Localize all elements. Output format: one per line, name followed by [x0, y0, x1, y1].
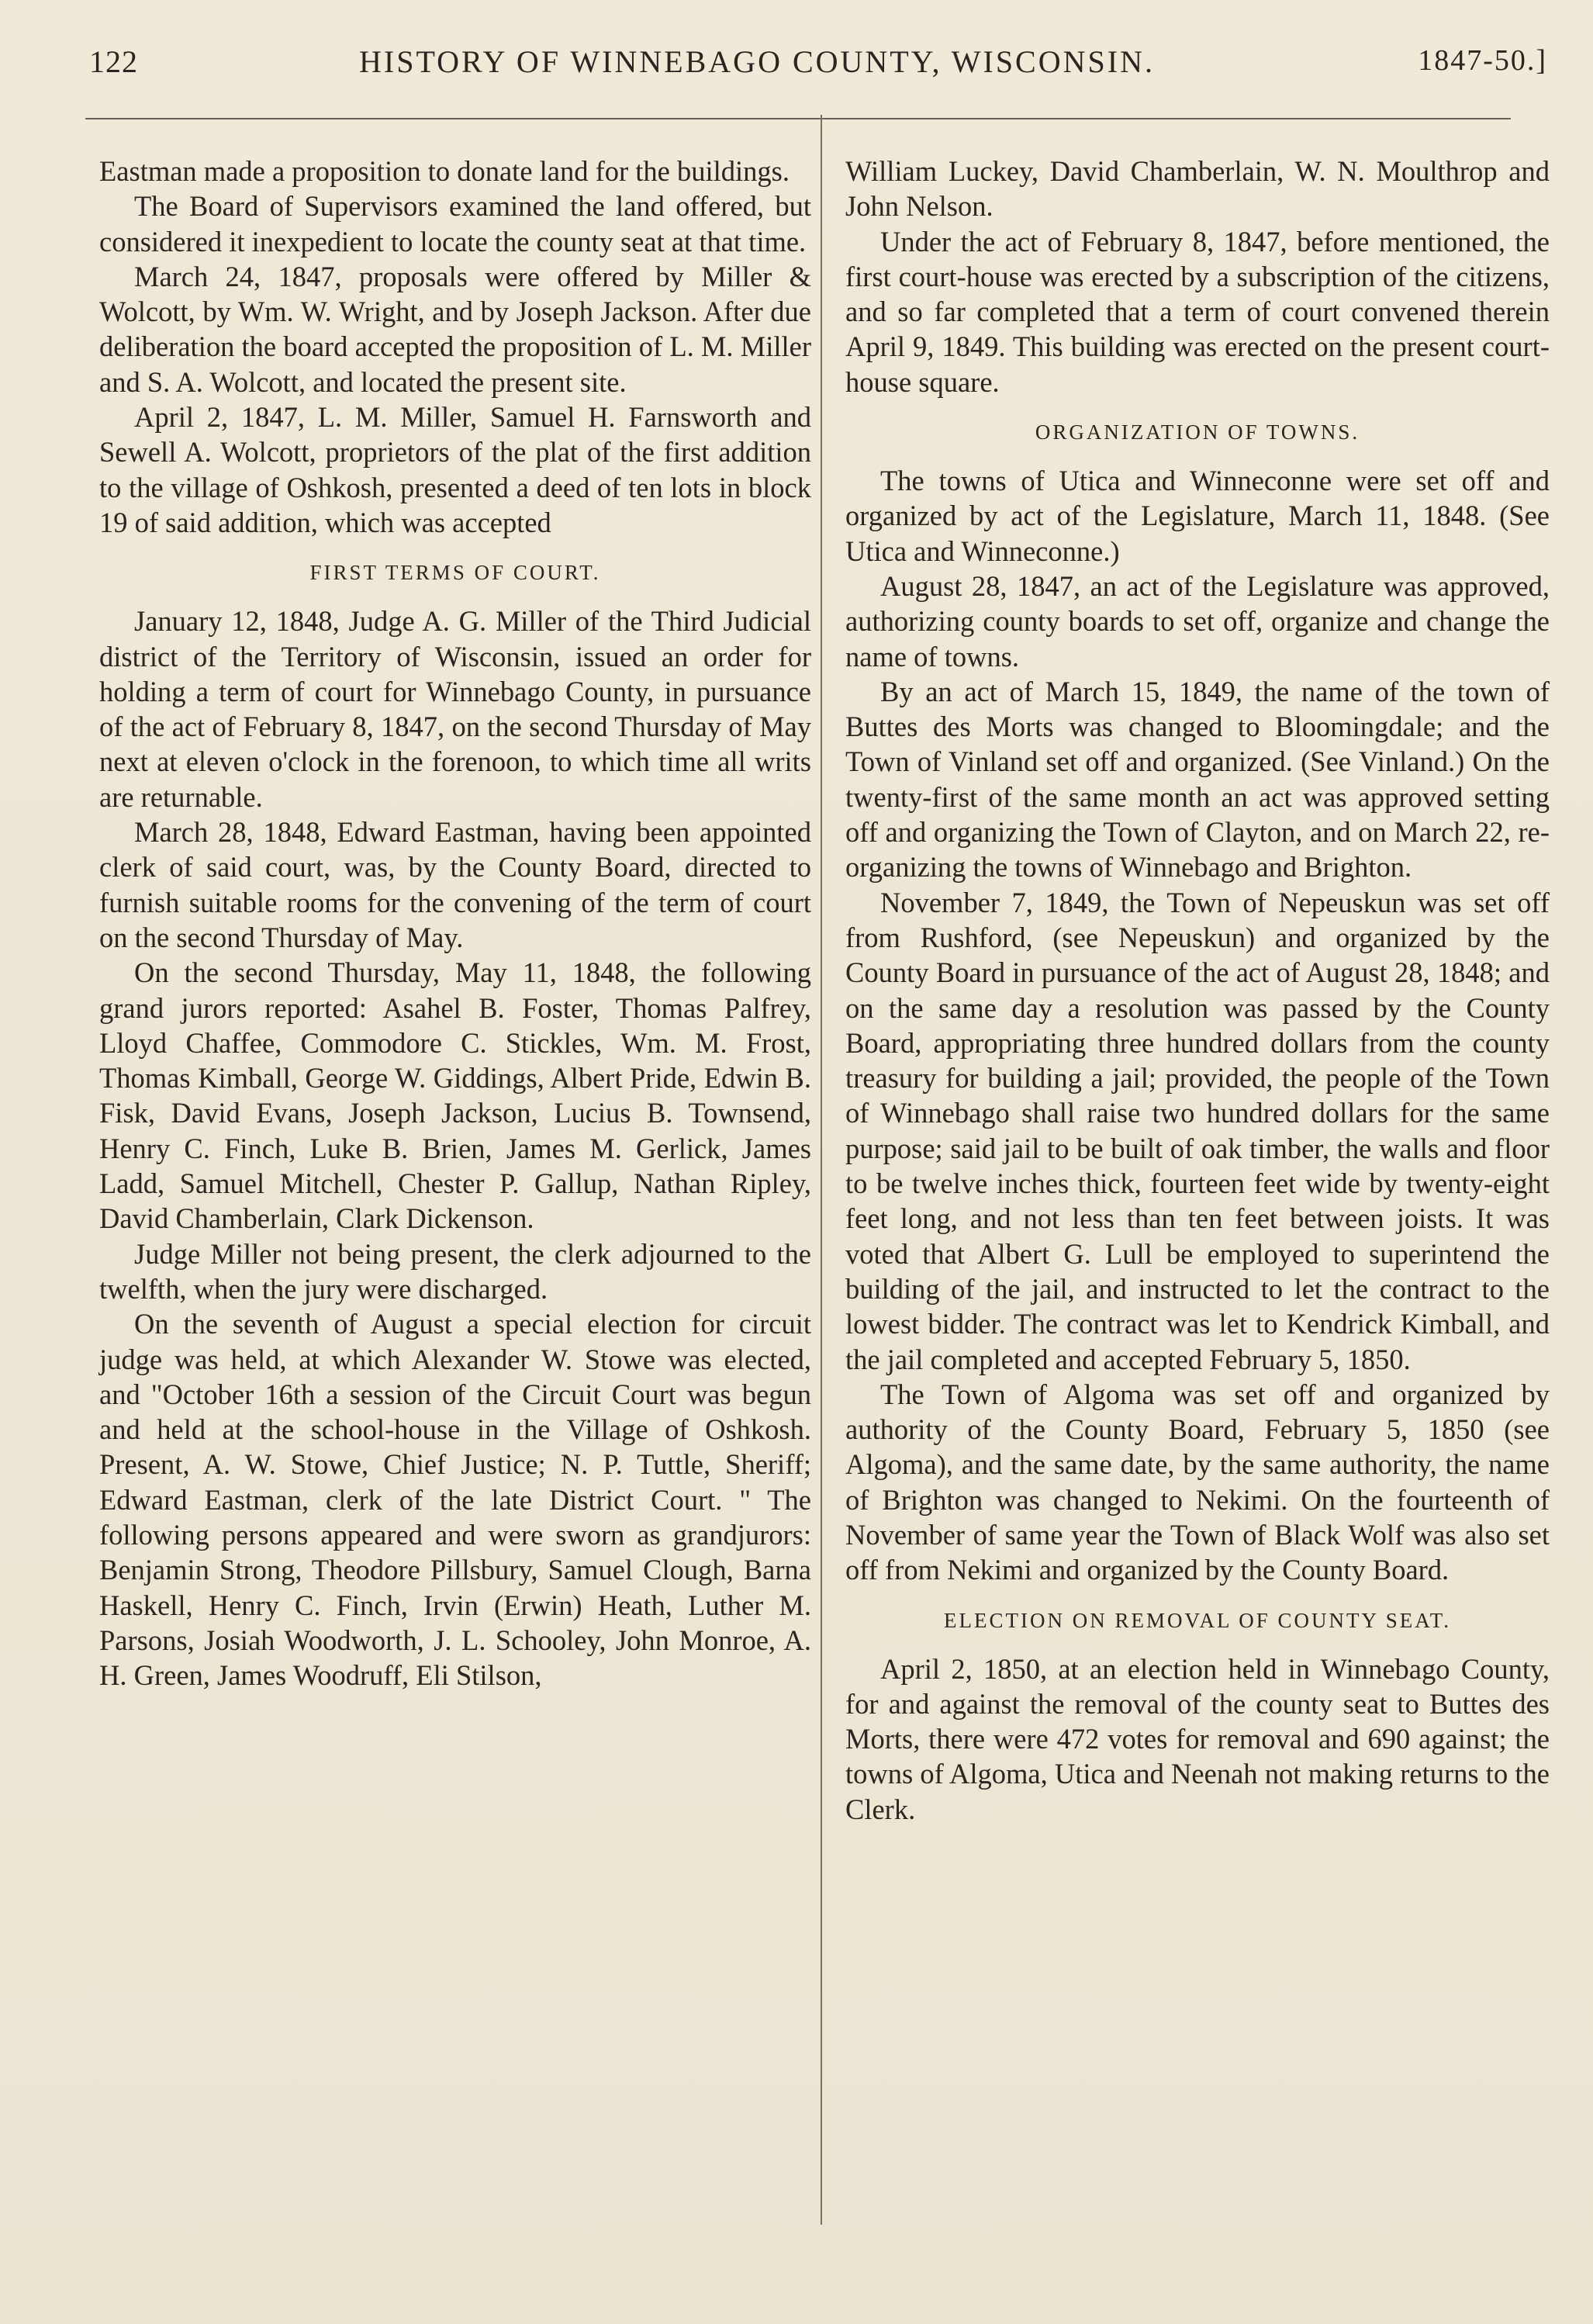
column-divider	[821, 115, 822, 2225]
paragraph: March 24, 1847, proposals were offered by Miller & Wolcott, by Wm. W. Wright, and by Joseph Jackson. After due deliberation the board accepted the proposition of L. M. Miller and S. A. Wolcott, and located the present site.	[99, 260, 811, 398]
paragraph: The towns of Utica and Winneconne were set off and organized by act of the Legislature, March 11, 1848. (See Utica and Winneconne.)	[845, 465, 1550, 567]
paragraph: Under the act of February 8, 1847, before mentioned, the first court-house was erected by a subscription of the citizens, and so far completed that a term of court convened therein April 9, 1849. This building was erected on the present court-house square.	[845, 225, 1550, 398]
running-title: HISTORY OF WINNEBAGO COUNTY, WISCONSIN.	[359, 44, 1155, 79]
paragraph: Eastman made a proposition to donate land for the buildings.	[99, 155, 790, 187]
paragraph: The Town of Algoma was set off and organized by authority of the County Board, February 5, 1850 (see Algoma), and the same date, by the same authority, the name of Brighton was changed to Nekimi. On the fourteenth of November of same year the Town of Black Wolf was also set off from Nekimi and organized by the County Board.	[845, 1378, 1550, 1586]
paragraph: April 2, 1850, at an election held in Winnebago County, for and against the removal of the county seat to Buttes des Morts, there were 472 votes for removal and 690 against; the towns of Algoma, Utica and Neenah not making returns to the Clerk.	[845, 1652, 1550, 1825]
paragraph: January 12, 1848, Judge A. G. Miller of the Third Judicial district of the Territory of Wisconsin, issued an order for holding a term of court for Winnebago County, in pursuance of the act of February 8, 1847, on the second Thursday of May next at eleven o'clock in the forenoon, to which time all writs are returnable.	[99, 605, 811, 813]
paragraph: Judge Miller not being present, the clerk adjourned to the twelfth, when the jury were discharged.	[99, 1237, 811, 1305]
paragraph: March 28, 1848, Edward Eastman, having been appointed clerk of said court, was, by the County Board, directed to furnish suitable rooms for the convening of the term of court on the second Thursday of May.	[99, 816, 811, 953]
paragraph: On the seventh of August a special election for circuit judge was held, at which Alexander W. Stowe was elected, and "October 16th a session of the Circuit Court was begun and held at the school-house in the Village of Oshkosh. Present, A. W. Stowe, Chief Justice; N. P. Tuttle, Sheriff; Edward Eastman, clerk of the late District Court. " The following persons appeared and were sworn as grandjurors: Benjamin Strong, Theodore Pillsbury, Samuel Clough, Barna Haskell, Henry C. Finch, Irvin (Erwin) Heath, Luther M. Parsons, Josiah Woodworth, J. L. Schooley, John Monroe, A. H. Green, James Woodruff, Eli Stilson,	[99, 1308, 811, 1692]
header-rule	[85, 118, 1511, 119]
paragraph: August 28, 1847, an act of the Legislature was approved, authorizing county boards to set off, organize and change the name of towns.	[845, 569, 1550, 673]
paragraph: On the second Thursday, May 11, 1848, the following grand jurors reported: Asahel B. Foster, Thomas Palfrey, Lloyd Chaffee, Commodore C. Stickles, Wm. M. Frost, Thomas Kimball, George W. Giddings, Albert Pride, Edwin B. Fisk, David Evans, Joseph Jackson, Lucius B. Townsend, Henry C. Finch, Luke B. Brien, James M. Gerlick, James Ladd, Samuel Mitchell, Chester P. Gallup, Nathan Ripley, David Chamberlain, Clark Dickenson.	[99, 956, 811, 1235]
page-number: 122	[89, 44, 138, 79]
date-range: 1847-50.]	[1418, 44, 1547, 77]
paragraph: November 7, 1849, the Town of Nepeuskun was set off from Rushford, (see Nepeuskun) and organized by the County Board in pursuance of the act of August 28, 1848; and on the same day a resolution was passed by the County Board, appropriating three hundred dollars from the county treasury for building a jail; provided, the people of the Town of Winnebago shall raise two hundred dollars for the same purpose; said jail to be built of oak timber, the walls and floor to be twelve inches thick, fourteen feet wide by twenty-eight feet long, and not less than ten feet between joists. It was voted that Albert G. Lull be employed to superintend the building of the jail, and instructed to let the contract to the lowest bidder. The contract was let to Kendrick Kimball, and the jail completed and accepted February 5, 1850.	[845, 886, 1550, 1375]
page-header	[89, 43, 1547, 90]
paragraph: William Luckey, David Chamberlain, W. N. Moulthrop and John Nelson.	[845, 155, 1550, 223]
left-column	[99, 154, 811, 1693]
paragraph: By an act of March 15, 1849, the name of the town of Buttes des Morts was changed to Bloomingdale; and the Town of Vinland set off and organized. (See Vinland.) On the twenty-first of the same month an act was approved setting off and organizing the Town of Clayton, and on March 22, re-organizing the towns of Winnebago and Brighton.	[845, 675, 1550, 884]
paragraph: April 2, 1847, L. M. Miller, Samuel H. Farnsworth and Sewell A. Wolcott, proprietors of the plat of the first addition to the village of Oshkosh, presented a deed of ten lots in block 19 of said addition, which was accepted	[99, 401, 811, 538]
section-heading: FIRST TERMS OF COURT.	[309, 561, 601, 585]
right-column	[845, 154, 1550, 1827]
paragraph: The Board of Supervisors examined the land offered, but considered it inexpedient to locate the county seat at that time.	[99, 190, 811, 258]
section-heading: ELECTION ON REMOVAL OF COUNTY SEAT.	[944, 1608, 1451, 1632]
section-heading: ORGANIZATION OF TOWNS.	[1035, 420, 1360, 444]
